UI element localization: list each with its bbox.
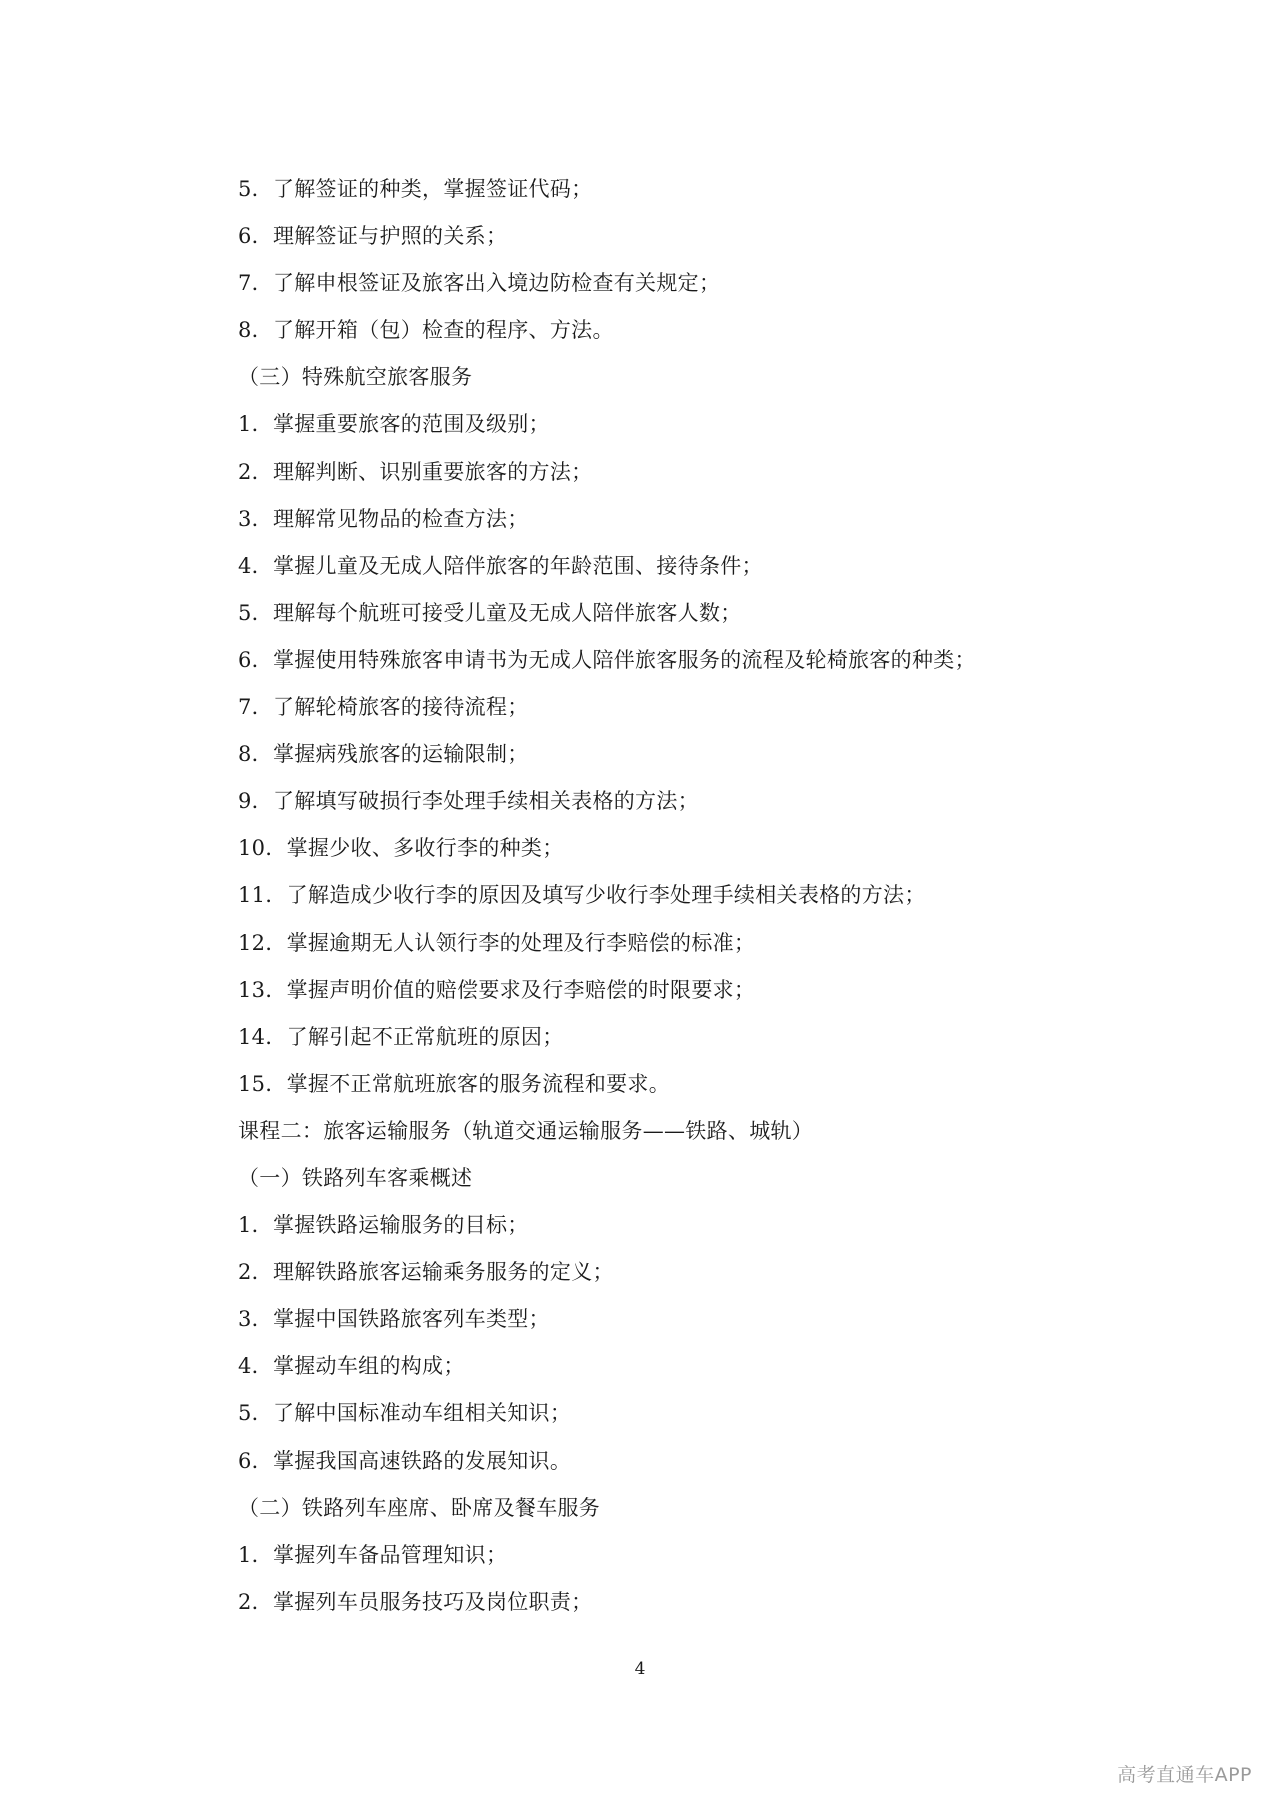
text-line: 15．掌握不正常航班旅客的服务流程和要求。 bbox=[238, 1071, 671, 1096]
text-line: 13．掌握声明价值的赔偿要求及行李赔偿的时限要求； bbox=[238, 977, 756, 1002]
text-line: 1．掌握重要旅客的范围及级别； bbox=[238, 412, 550, 437]
text-line: 7．了解轮椅旅客的接待流程； bbox=[238, 695, 529, 720]
text-line: 6．理解签证与护照的关系； bbox=[238, 224, 508, 249]
text-line: 5．理解每个航班可接受儿童及无成人陪伴旅客人数； bbox=[238, 600, 742, 625]
text-line: 2．掌握列车员服务技巧及岗位职责； bbox=[238, 1589, 593, 1614]
text-line: 6．掌握我国高速铁路的发展知识。 bbox=[238, 1448, 572, 1473]
text-line: 1．掌握铁路运输服务的目标； bbox=[238, 1213, 529, 1238]
text-line: （一）铁路列车客乘概述 bbox=[238, 1165, 473, 1190]
text-line: 10．掌握少收、多收行李的种类； bbox=[238, 836, 564, 861]
text-line: 2．理解铁路旅客运输乘务服务的定义； bbox=[238, 1260, 614, 1285]
text-line: 3．理解常见物品的检查方法； bbox=[238, 506, 529, 531]
text-line: 8．掌握病残旅客的运输限制； bbox=[238, 742, 529, 767]
text-line: 2．理解判断、识别重要旅客的方法； bbox=[238, 459, 593, 484]
document-body bbox=[238, 166, 1098, 1626]
text-line: 课程二：旅客运输服务（轨道交通运输服务——铁路、城轨） bbox=[238, 1118, 814, 1143]
text-line: 4．掌握动车组的构成； bbox=[238, 1354, 465, 1379]
text-line: 9．了解填写破损行李处理手续相关表格的方法； bbox=[238, 789, 699, 814]
text-line: 1．掌握列车备品管理知识； bbox=[238, 1542, 508, 1567]
page-number: 4 bbox=[634, 1659, 646, 1679]
text-line: 6．掌握使用特殊旅客申请书为无成人陪伴旅客服务的流程及轮椅旅客的种类； bbox=[238, 647, 976, 672]
text-line: 7．了解申根签证及旅客出入境边防检查有关规定； bbox=[238, 271, 721, 296]
text-line: 3．掌握中国铁路旅客列车类型； bbox=[238, 1307, 550, 1332]
text-line: 11．了解造成少收行李的原因及填写少收行李处理手续相关表格的方法； bbox=[238, 883, 926, 908]
text-line: 12．掌握逾期无人认领行李的处理及行李赔偿的标准； bbox=[238, 930, 756, 955]
text-line: 5．了解中国标准动车组相关知识； bbox=[238, 1401, 572, 1426]
text-line: 14．了解引起不正常航班的原因； bbox=[238, 1024, 564, 1049]
text-line: 8．了解开箱（包）检查的程序、方法。 bbox=[238, 318, 614, 343]
text-line: 5．了解签证的种类，掌握签证代码； bbox=[238, 177, 593, 201]
text-line: 4．掌握儿童及无成人陪伴旅客的年龄范围、接待条件； bbox=[238, 553, 763, 578]
text-line: （二）铁路列车座席、卧席及餐车服务 bbox=[238, 1495, 601, 1520]
watermark: 高考直通车APP bbox=[1117, 1764, 1252, 1786]
text-line: （三）特殊航空旅客服务 bbox=[238, 365, 473, 390]
